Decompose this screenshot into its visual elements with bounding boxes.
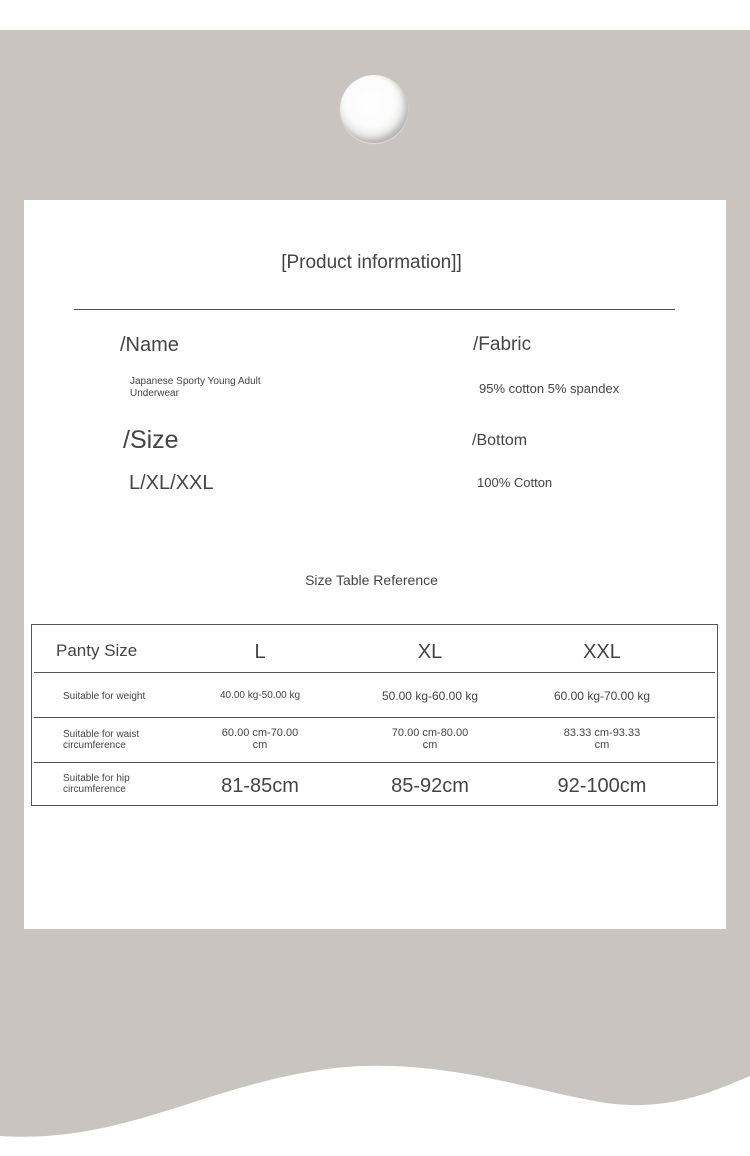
cell-waist-xxl-line2: cm [594, 739, 610, 751]
hang-tag-hole [340, 75, 408, 143]
table-divider [34, 762, 715, 763]
row-label-hip [63, 773, 130, 795]
cell-waist-xxl-line1: 83.33 cm-93.33 [563, 727, 641, 739]
header-size-l: L [254, 641, 266, 663]
name-value-line2: Underwear [130, 388, 179, 399]
product-info-card [24, 200, 726, 929]
row-label-weight-line1: Suitable for weight [63, 691, 146, 702]
bottom-value: 100% Cotton [477, 475, 553, 490]
wave-decoration [0, 1040, 750, 1156]
cell-hip-xxl: 92-100cm [557, 775, 647, 797]
name-value [130, 376, 261, 400]
header-size-xxl: XXL [583, 641, 621, 663]
cell-waist-xl-line1: 70.00 cm-80.00 [391, 727, 469, 739]
cell-waist-l-line2: cm [252, 739, 268, 751]
page-title: [Product information]] [281, 252, 462, 273]
name-value-line1: Japanese Sporty Young Adult [130, 376, 261, 387]
row-label-hip-line2: circumference [63, 784, 126, 795]
fabric-label: /Fabric [473, 334, 532, 355]
row-label-waist [63, 729, 139, 751]
size-label: /Size [123, 426, 179, 454]
cell-hip-xl: 85-92cm [391, 775, 469, 797]
header-size-xl: XL [417, 641, 443, 663]
row-label-waist-line2: circumference [63, 740, 126, 751]
size-table [31, 624, 718, 806]
cell-weight-xl: 50.00 kg-60.00 kg [381, 689, 479, 703]
cell-waist-l-line1: 60.00 cm-70.00 [221, 727, 299, 739]
row-label-weight [63, 691, 145, 702]
row-label-hip-line1: Suitable for hip [63, 773, 130, 784]
cell-waist-xxl [527, 727, 677, 751]
bottom-label: /Bottom [472, 432, 528, 449]
cell-waist-l [185, 727, 335, 751]
name-label: /Name [120, 334, 179, 356]
title-divider [74, 309, 675, 310]
table-divider [34, 717, 715, 718]
cell-waist-xl-line2: cm [422, 739, 438, 751]
size-table-caption: Size Table Reference [305, 572, 438, 588]
row-label-waist-line1: Suitable for waist [63, 729, 140, 740]
cell-hip-l: 81-85cm [221, 775, 299, 797]
header-panty-size: Panty Size [56, 641, 138, 660]
size-value: L/XL/XXL [129, 472, 214, 494]
table-divider [34, 672, 715, 673]
cell-weight-l: 40.00 kg-50.00 kg [219, 690, 301, 701]
cell-weight-xxl: 60.00 kg-70.00 kg [553, 689, 651, 703]
cell-waist-xl [355, 727, 505, 751]
fabric-value: 95% cotton 5% spandex [479, 381, 620, 396]
